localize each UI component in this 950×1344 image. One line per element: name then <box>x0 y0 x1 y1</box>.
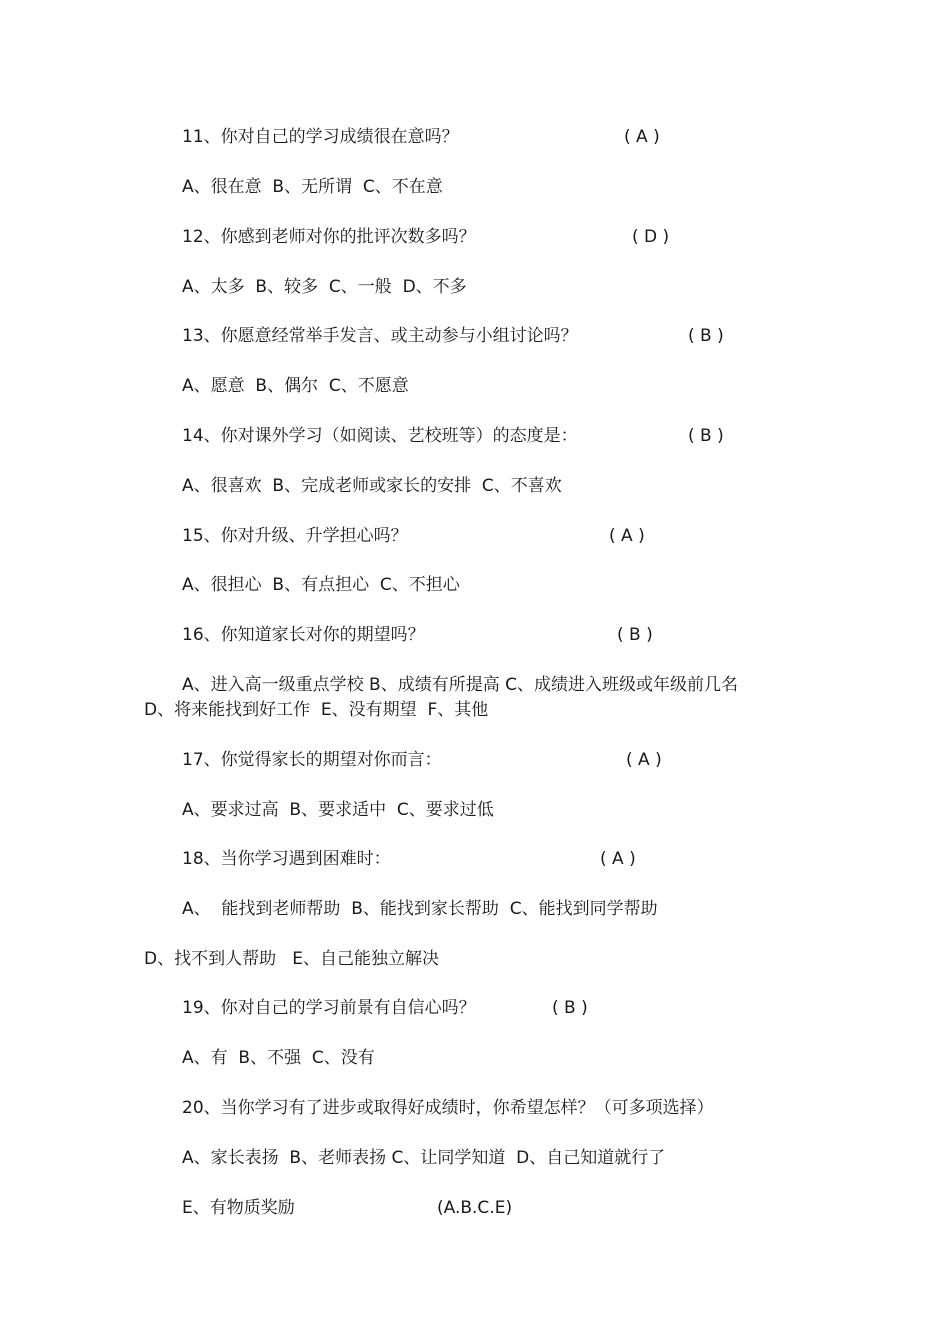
answer-19: ( B ) <box>552 998 588 1018</box>
options-15: A、很担心 B、有点担心 C、不担心 <box>182 575 460 595</box>
options-18-line1: A、 能找到老师帮助 B、能找到家长帮助 C、能找到同学帮助 <box>182 899 658 919</box>
options-20-line1: A、家长表扬 B、老师表扬 C、让同学知道 D、自己知道就行了 <box>182 1148 666 1168</box>
answer-16: ( B ) <box>617 625 653 645</box>
options-12: A、太多 B、较多 C、一般 D、不多 <box>182 277 467 297</box>
options-20-line2: E、有物质奖励 <box>182 1198 295 1218</box>
options-16-line1: A、进入高一级重点学校 B、成绩有所提高 C、成绩进入班级或年级前几名 <box>182 675 738 695</box>
question-11: 11、你对自己的学习成绩很在意吗？ <box>182 127 459 147</box>
question-17: 17、你觉得家长的期望对你而言： <box>182 750 442 770</box>
question-13: 13、你愿意经常举手发言、或主动参与小组讨论吗？ <box>182 326 578 346</box>
question-20: 20、当你学习有了进步或取得好成绩时，你希望怎样？（可多项选择） <box>182 1098 714 1118</box>
options-11: A、很在意 B、无所谓 C、不在意 <box>182 177 443 197</box>
options-17: A、要求过高 B、要求适中 C、要求过低 <box>182 800 494 820</box>
options-16-line2: D、将来能找到好工作 E、没有期望 F、其他 <box>144 700 489 720</box>
answer-17: ( A ) <box>626 750 662 770</box>
answer-12: ( D ) <box>632 227 670 247</box>
options-13: A、愿意 B、偶尔 C、不愿意 <box>182 376 409 396</box>
answer-18: ( A ) <box>600 849 636 869</box>
question-14: 14、你对课外学习（如阅读、艺校班等）的态度是： <box>182 426 578 446</box>
answer-13: ( B ) <box>688 326 724 346</box>
question-15: 15、你对升级、升学担心吗？ <box>182 526 408 546</box>
answer-14: ( B ) <box>688 426 724 446</box>
options-14: A、很喜欢 B、完成老师或家长的安排 C、不喜欢 <box>182 476 562 496</box>
options-18-line2: D、找不到人帮助 E、自己能独立解决 <box>144 949 440 969</box>
answer-20: (A.B.C.E) <box>437 1198 513 1218</box>
answer-15: ( A ) <box>609 526 645 546</box>
question-19: 19、你对自己的学习前景有自信心吗？ <box>182 998 476 1018</box>
question-12: 12、你感到老师对你的批评次数多吗？ <box>182 227 476 247</box>
question-18: 18、当你学习遇到困难时： <box>182 849 391 869</box>
answer-11: ( A ) <box>624 127 660 147</box>
options-19: A、有 B、不强 C、没有 <box>182 1048 375 1068</box>
question-16: 16、你知道家长对你的期望吗？ <box>182 625 425 645</box>
